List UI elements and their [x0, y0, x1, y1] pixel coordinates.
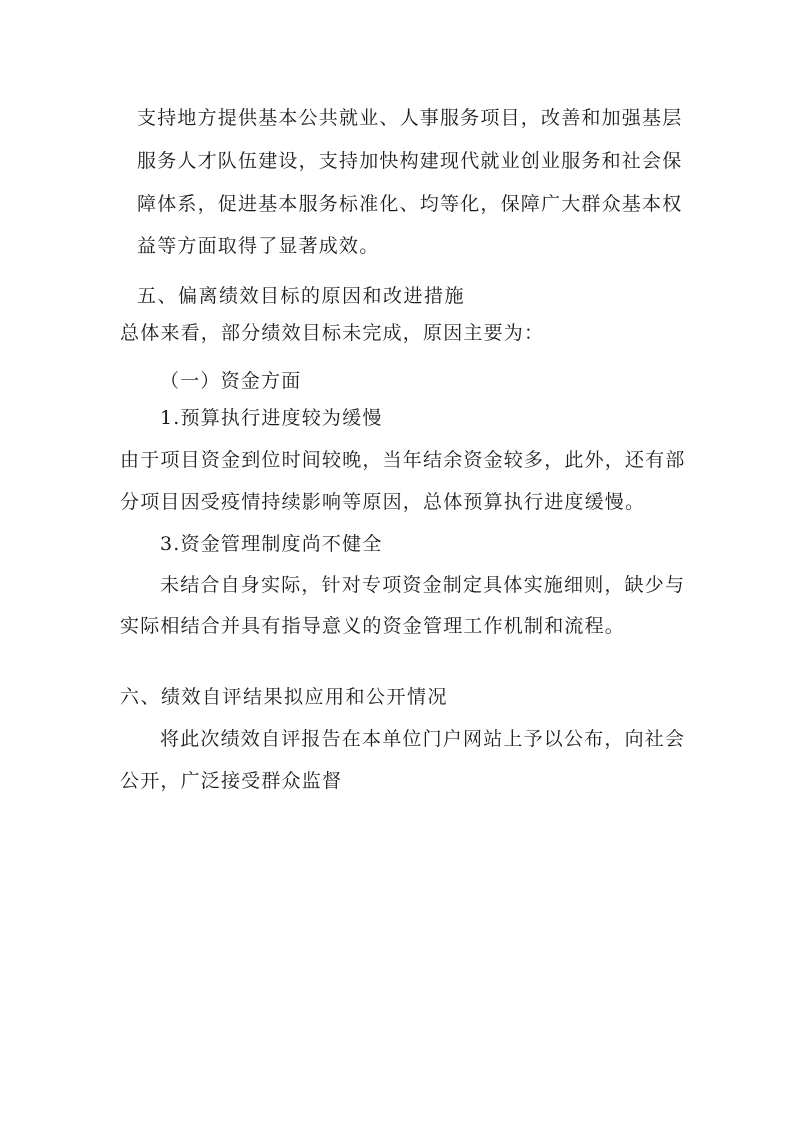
item-heading-1: 1.预算执行进度较为缓慢	[160, 407, 383, 429]
paragraph-line: 障体系，促进基本服务标准化、均等化，保障广大群众基本权	[137, 193, 683, 215]
paragraph-line: 益等方面取得了显著成效。	[137, 235, 380, 257]
paragraph-line: 将此次绩效自评报告在本单位门户网站上予以公布，向社会	[160, 728, 686, 750]
section-heading-5: 五、偏离绩效目标的原因和改进措施	[137, 285, 466, 307]
paragraph-line: 由于项目资金到位时间较晚，当年结余资金较多，此外，还有部	[120, 449, 686, 471]
paragraph-line: 服务人才队伍建设，支持加快构建现代就业创业服务和社会保	[137, 150, 683, 172]
section-intro: 总体来看，部分绩效目标未完成，原因主要为：	[120, 322, 545, 344]
item-heading-3: 3.资金管理制度尚不健全	[160, 533, 383, 555]
subsection-heading: （一）资金方面	[160, 370, 302, 392]
section-heading-6: 六、绩效自评结果拟应用和公开情况	[120, 686, 449, 708]
paragraph-line: 分项目因受疫情持续影响等原因，总体预算执行进度缓慢。	[120, 491, 646, 513]
paragraph-line: 公开，广泛接受群众监督	[120, 770, 343, 792]
paragraph-line: 未结合自身实际，针对专项资金制定具体实施细则，缺少与	[160, 574, 686, 596]
paragraph-line: 支持地方提供基本公共就业、人事服务项目，改善和加强基层	[137, 107, 683, 129]
paragraph-line: 实际相结合并具有指导意义的资金管理工作机制和流程。	[120, 615, 626, 637]
